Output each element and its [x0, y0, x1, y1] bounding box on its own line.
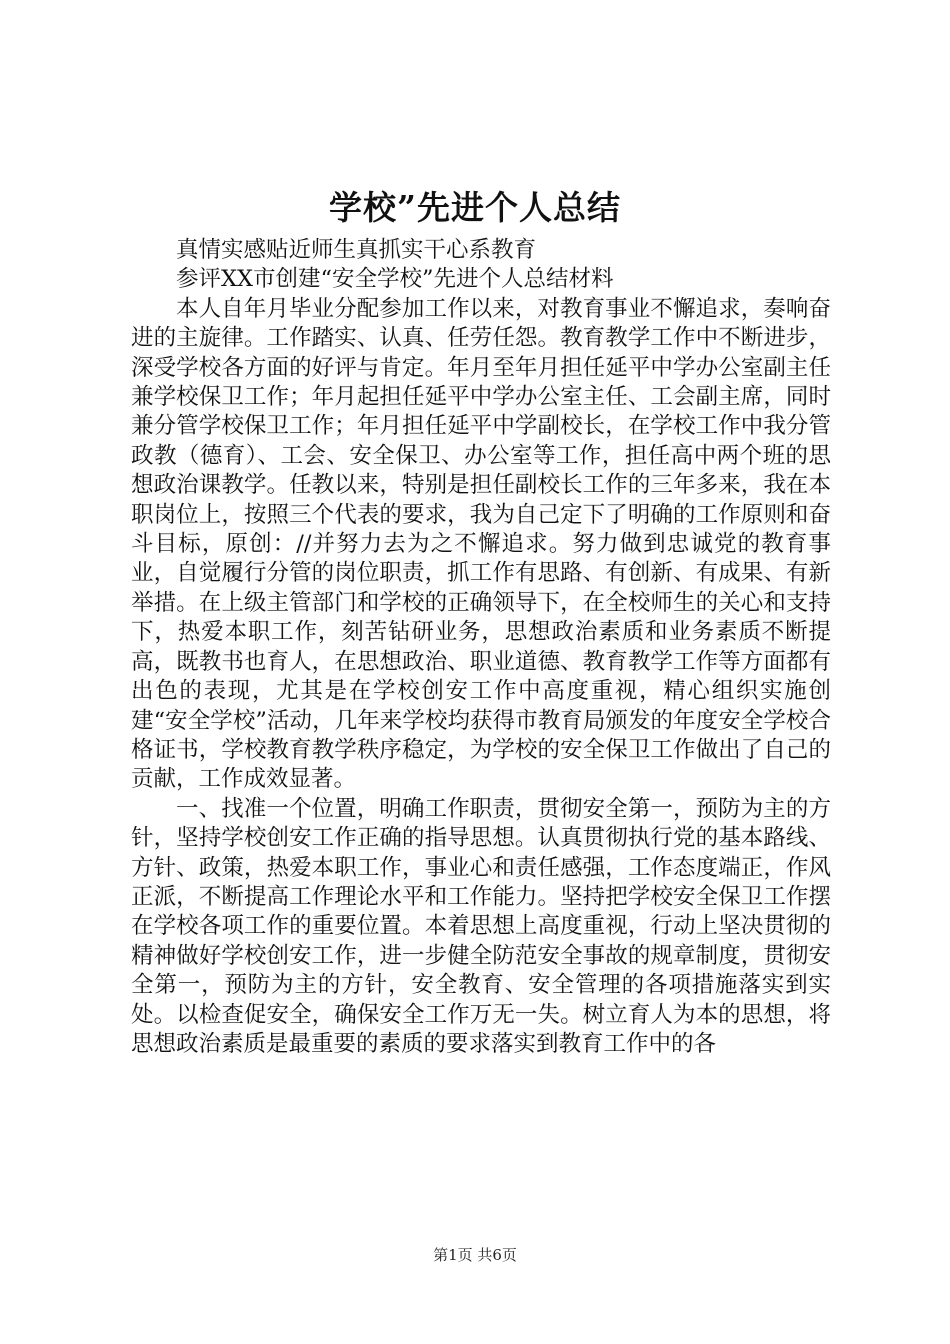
page-number-footer: 第1页 共6页 [433, 1246, 517, 1264]
document-body [131, 236, 831, 1059]
subtitle-line: 真情实感贴近师生真抓实干心系教育 [176, 237, 537, 263]
body-paragraph: 本人自年月毕业分配参加工作以来，对教育事业不懈追求，奏响奋进的主旋律。工作踏实、认真、任劳任怨。教育教学工作中不断进步，深受学校各方面的好评与肯定。年月至年月担任延平中学办公室副主任兼学校保卫工作；年月起担任延平中学办公室主任、工会副主席，同时兼分管学校保卫工作；年月担任延平中学副校长，在学校工作中我分管政教（德育）、工会、安全保卫、办公室等工作，担任高中两个班的思想政治课教学。任教以来，特别是担任副校长工作的三年多来，我在本职岗位上，按照三个代表的要求，我为自己定下了明确的工作原则和奋斗目标，原创：//并努力去为之不懈追求。努力做到忠诚党的教育事业，自觉履行分管的岗位职责，抓工作有思路、有创新、有成果、有新举措。在上级主管部门和学校的正确领导下，在全校师生的关心和支持下，热爱本职工作，刻苦钻研业务，思想政治素质和业务素质不断提高，既教书也育人，在思想政治、职业道德、教育教学工作等方面都有出色的表现，尤其是在学校创安工作中高度重视，精心组织实施创建“安全学校”活动，几年来学校均获得市教育局颁发的年度安全学校合格证书，学校教育教学秩序稳定，为学校的安全保卫工作做出了自己的贡献，工作成效显著。 [131, 295, 831, 793]
material-heading: 参评XX市创建“安全学校”先进个人总结材料 [176, 266, 614, 293]
document-title: 学校”先进个人总结 [329, 188, 621, 227]
body-paragraph: 一、找准一个位置，明确工作职责，贯彻安全第一，预防为主的方针，坚持学校创安工作正确的指导思想。认真贯彻执行党的基本路线、方针、政策，热爱本职工作，事业心和责任感强，工作态度端正，作风正派，不断提高工作理论水平和工作能力。坚持把学校安全保卫工作摆在学校各项工作的重要位置。本着思想上高度重视，行动上坚决贯彻的精神做好学校创安工作，进一步健全防范安全事故的规章制度，贯彻安全第一，预防为主的方针，安全教育、安全管理的各项措施落实到实处。以检查促安全，确保安全工作万无一失。树立育人为本的思想，将思想政治素质是最重要的素质的要求落实到教育工作中的各 [131, 795, 831, 1057]
